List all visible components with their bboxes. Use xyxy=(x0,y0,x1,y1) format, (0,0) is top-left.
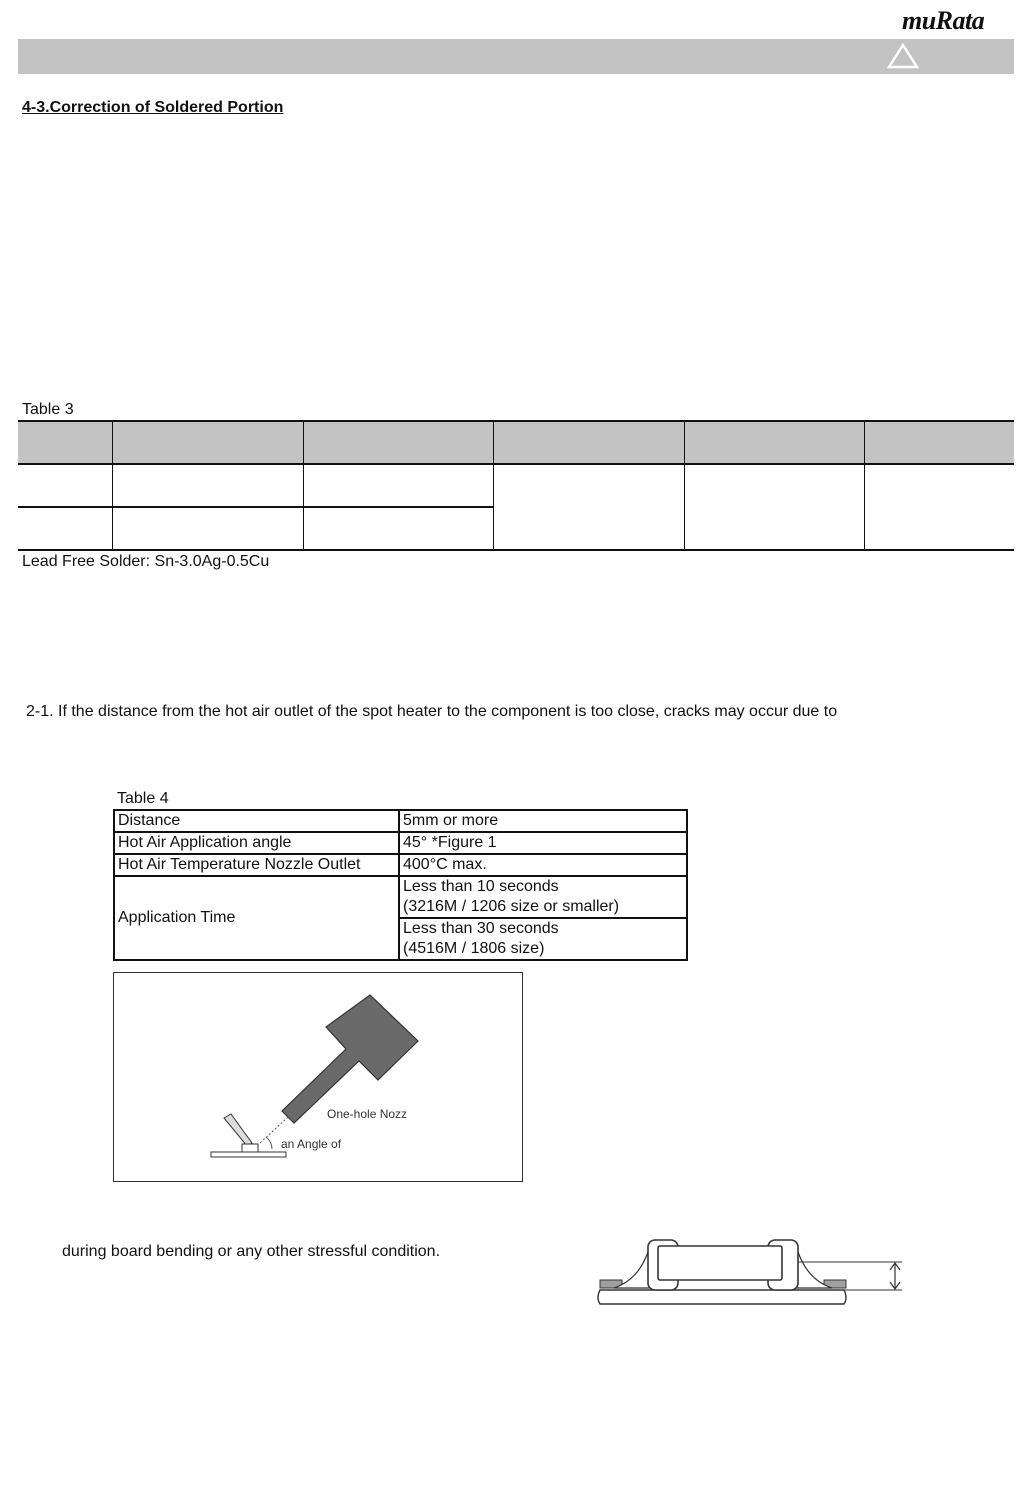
section-title: 4-3.Correction of Soldered Portion xyxy=(22,99,284,116)
table3-cell xyxy=(684,464,864,550)
table3-cell xyxy=(112,507,303,550)
table3-header-row xyxy=(18,421,1014,464)
table4-row xyxy=(114,876,687,918)
bending-text: during board bending or any other stressful condition. xyxy=(62,1243,441,1260)
chip-solder-fillet-diagram xyxy=(594,1232,906,1310)
paragraph-2-1: 2-1. If the distance from the hot air outlet of the spot heater to the component is too close, cracks may occur due to xyxy=(26,703,838,720)
table3-cell xyxy=(864,464,1014,550)
table4-label-angle: Hot Air Application angle xyxy=(114,832,399,854)
murata-logo: muRata xyxy=(902,6,985,35)
table3-header-cell xyxy=(493,421,684,464)
nozzle-shape xyxy=(282,995,418,1123)
angle-arc xyxy=(266,1137,272,1149)
table3-header-cell xyxy=(864,421,1014,464)
chip-body xyxy=(658,1246,782,1280)
table3-cell xyxy=(112,464,303,507)
header-banner xyxy=(18,39,1014,74)
table4-label-application-time: Application Time xyxy=(114,876,399,960)
table3-header-cell xyxy=(684,421,864,464)
table3-header-cell xyxy=(18,421,112,464)
table3-header-cell xyxy=(303,421,493,464)
board xyxy=(211,1152,286,1157)
table4-row xyxy=(114,810,687,832)
time-large-line1: Less than 30 seconds xyxy=(403,920,559,937)
table3-cell xyxy=(18,507,112,550)
table4-value-angle: 45° *Figure 1 xyxy=(399,832,687,854)
table4-row xyxy=(114,832,687,854)
table4-row xyxy=(114,854,687,876)
table4-value-time-small xyxy=(399,876,687,918)
table4-value-time-large xyxy=(399,918,687,960)
table4 xyxy=(113,809,688,961)
nozzle-label: One-hole Nozz xyxy=(327,1107,408,1121)
table4-label-distance: Distance xyxy=(114,810,399,832)
table4-label-temperature: Hot Air Temperature Nozzle Outlet xyxy=(114,854,399,876)
time-small-line2: (3216M / 1206 size or smaller) xyxy=(403,898,620,915)
table3-cell xyxy=(493,464,684,550)
table3 xyxy=(18,420,1014,551)
time-large-line2: (4516M / 1806 size) xyxy=(403,940,545,957)
board xyxy=(598,1290,846,1304)
table4-value-temperature: 400°C max. xyxy=(399,854,687,876)
table4-caption: Table 4 xyxy=(117,790,169,807)
table4-value-distance: 5mm or more xyxy=(399,810,687,832)
table3-caption: Table 3 xyxy=(22,401,74,418)
table3-cell xyxy=(303,507,493,550)
soldering-tip xyxy=(224,1114,252,1146)
figure-1-hot-air-nozzle xyxy=(113,972,523,1182)
angle-label: an Angle of xyxy=(281,1137,342,1151)
warning-triangle-icon xyxy=(886,42,920,70)
table3-cell xyxy=(18,464,112,507)
table3-header-cell xyxy=(112,421,303,464)
table3-cell xyxy=(303,464,493,507)
time-small-line1: Less than 10 seconds xyxy=(403,878,559,895)
table3-note: Lead Free Solder: Sn-3.0Ag-0.5Cu xyxy=(22,553,270,570)
component xyxy=(242,1144,258,1152)
table3-row xyxy=(18,464,1014,507)
